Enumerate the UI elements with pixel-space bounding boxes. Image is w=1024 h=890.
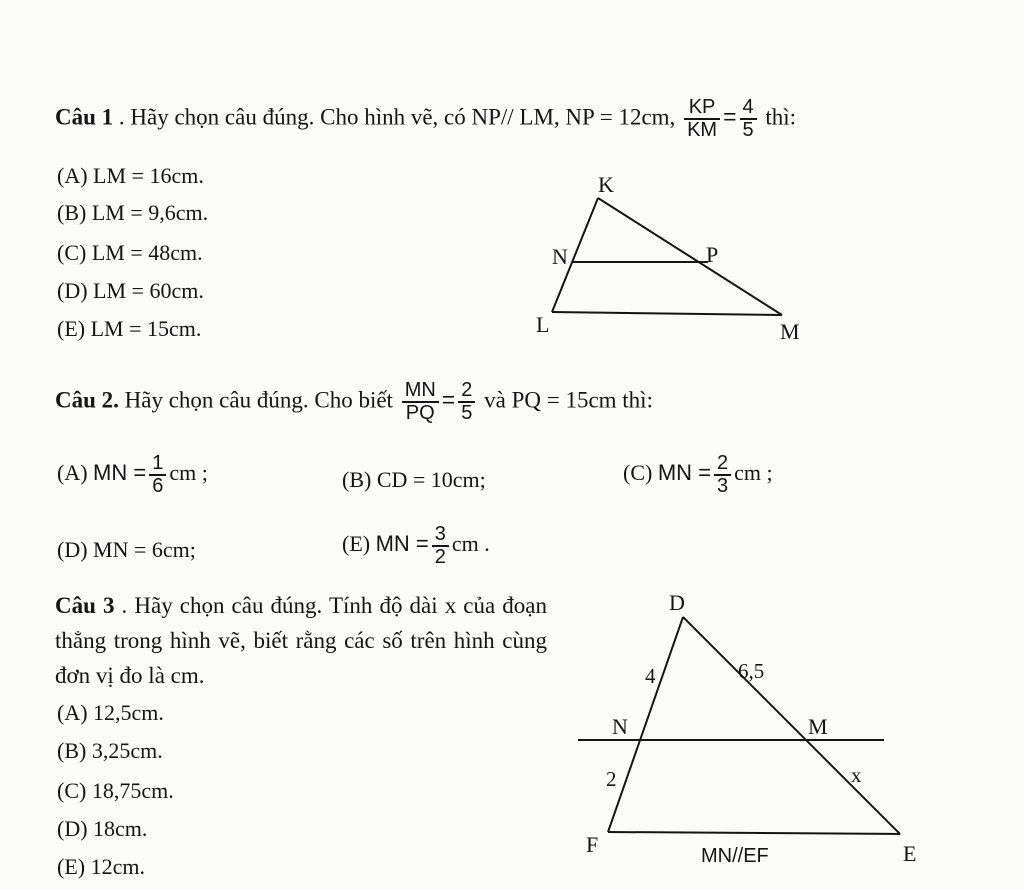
parallel-note: MN//EF: [701, 845, 769, 867]
option-unit: cm ;: [169, 460, 208, 486]
ratio-value-denominator: 5: [742, 119, 754, 141]
ratio-numerator: MN: [402, 380, 439, 403]
fraction-numerator: 2: [714, 453, 731, 476]
q1-option-c[interactable]: (C) LM = 48cm.: [57, 240, 203, 265]
option-prefix: (A): [57, 460, 88, 486]
label-l: L: [536, 312, 550, 337]
question-2-text: Hãy chọn câu đúng. Cho biết: [124, 387, 393, 413]
option-lhs: MN =: [657, 460, 712, 486]
length-dn: 4: [645, 664, 656, 688]
ratio-numerator: KP: [684, 97, 720, 120]
fraction-denominator: 2: [434, 546, 446, 568]
fraction-numerator: 3: [432, 524, 449, 547]
length-nf: 2: [606, 767, 617, 791]
q1-option-b[interactable]: (B) LM = 9,6cm.: [57, 200, 209, 225]
option-prefix: (C): [623, 460, 653, 486]
q1-option-d[interactable]: (D) LM = 60cm.: [57, 278, 204, 303]
length-x: x: [851, 763, 862, 787]
question-1-tail: thì:: [765, 104, 797, 130]
question-3-label: Câu 3: [55, 593, 115, 618]
label-n: N: [612, 714, 628, 739]
q3-option-a[interactable]: (A) 12,5cm.: [57, 700, 164, 725]
q3-option-d[interactable]: (D) 18cm.: [57, 816, 148, 841]
question-1-label: Câu 1: [55, 104, 114, 130]
q2-option-b[interactable]: (B) CD = 10cm;: [342, 467, 486, 492]
label-d: D: [669, 590, 685, 615]
q1-option-e[interactable]: (E) LM = 15cm.: [57, 316, 202, 341]
label-m: M: [780, 319, 800, 344]
equals-sign: =: [441, 386, 456, 413]
ratio-value-denominator: 5: [461, 402, 473, 424]
q3-option-e[interactable]: (E) 12cm.: [57, 854, 145, 879]
label-f: F: [586, 832, 599, 857]
label-m: M: [808, 714, 828, 739]
question-1-text: . Hãy chọn câu đúng. Cho hình vẽ, có NP// LM, NP = 12cm,: [113, 104, 676, 130]
q3-option-b[interactable]: (B) 3,25cm.: [57, 738, 163, 763]
option-unit: cm .: [451, 531, 490, 557]
option-lhs: MN =: [93, 460, 147, 486]
ratio-denominator: KM: [687, 119, 718, 141]
q3-option-c[interactable]: (C) 18,75cm.: [57, 778, 174, 803]
length-dm: 6,5: [738, 659, 765, 683]
label-k: K: [598, 172, 614, 197]
label-e: E: [903, 841, 917, 866]
ratio-value-numerator: 2: [458, 380, 475, 403]
question-2-condition: và PQ = 15cm thì:: [484, 387, 653, 413]
fraction-denominator: 6: [152, 475, 164, 497]
ratio-value-numerator: 4: [740, 97, 757, 120]
fraction-numerator: 1: [149, 453, 166, 476]
q2-option-d[interactable]: (D) MN = 6cm;: [57, 537, 196, 562]
option-prefix: (E): [342, 531, 371, 557]
option-unit: cm ;: [734, 460, 773, 486]
question-3-text: . Hãy chọn câu đúng. Tính độ dài x của đoạn thẳng trong hình vẽ, biết rằng các số trên hình cùng đơn vị đo là cm.: [55, 593, 547, 688]
q1-option-a[interactable]: (A) LM = 16cm.: [57, 163, 204, 188]
ratio-denominator: PQ: [405, 402, 435, 424]
side-fe: [608, 832, 900, 834]
option-lhs: MN =: [375, 531, 429, 557]
label-n: N: [552, 244, 568, 269]
question-2-label: Câu 2.: [55, 387, 119, 413]
side-de: [683, 617, 900, 834]
fraction-denominator: 3: [717, 475, 729, 497]
label-p: P: [706, 242, 719, 267]
equals-sign: =: [723, 103, 737, 130]
